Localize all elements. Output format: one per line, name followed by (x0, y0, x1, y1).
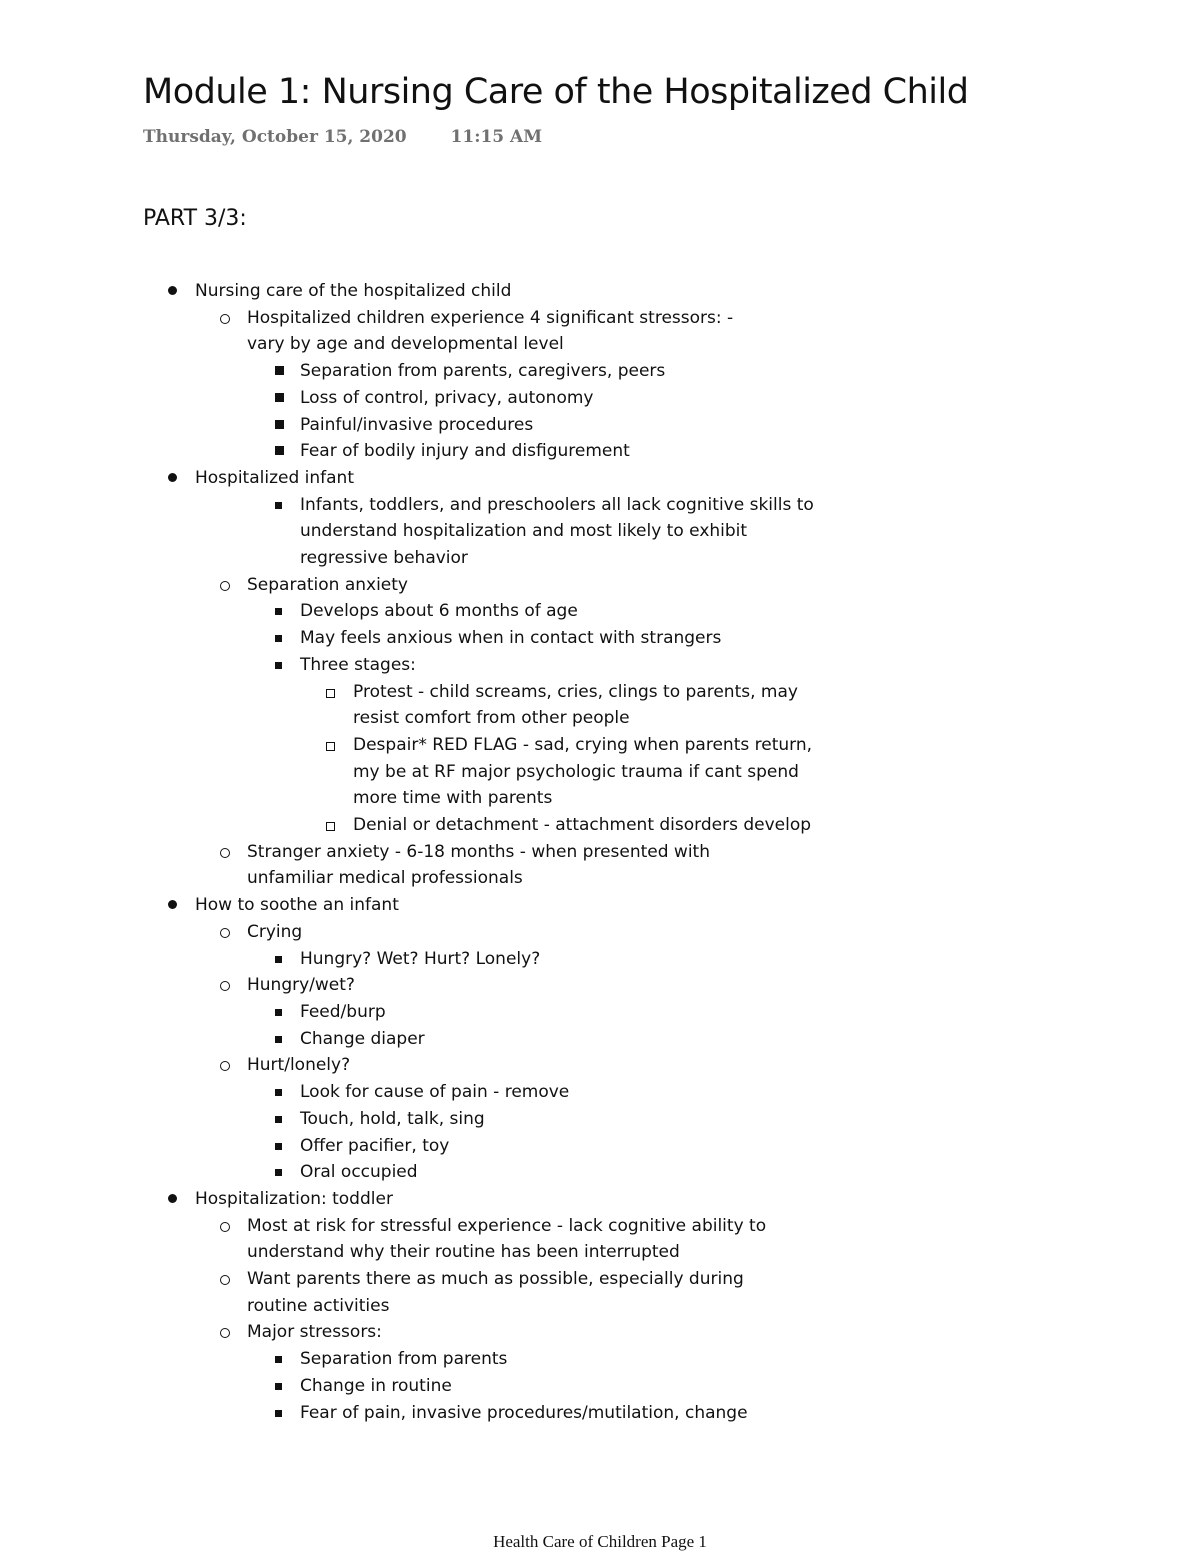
hollow-square-bullet-icon (326, 822, 335, 831)
outline-item-level-1 (0, 1186, 1200, 1213)
outline-item-text: Painful/invasive procedures (300, 414, 534, 435)
outline-item-text: Feed/burp (300, 1001, 386, 1022)
outline-item-level-3 (0, 492, 1200, 572)
outline-item-text: Hurt/lonely? (247, 1055, 351, 1076)
outline-item-level-2 (0, 972, 1200, 999)
square-bullet-icon (275, 446, 284, 455)
hollow-circle-bullet-icon (220, 1061, 230, 1071)
hollow-circle-bullet-icon (220, 848, 230, 858)
outline-item-text: Three stages: (300, 654, 416, 675)
page-title: Module 1: Nursing Care of the Hospitalized Child (143, 72, 969, 112)
square-bullet-icon (275, 635, 282, 642)
outline-item-text: Stranger anxiety - 6-18 months - when presented with unfamiliar medical professionals (247, 841, 711, 889)
outline-item-level-2 (0, 839, 1200, 892)
square-bullet-icon (275, 366, 284, 375)
outline-item-level-3 (0, 358, 1200, 385)
page-time: 11:15 AM (450, 127, 543, 147)
outline-item-text: Hospitalization: toddler (195, 1188, 393, 1209)
outline-item-level-3 (0, 438, 1200, 465)
outline-item-level-2 (0, 572, 1200, 599)
outline-item-level-3 (0, 652, 1200, 679)
outline-item-text: Infants, toddlers, and preschoolers all lack cognitive skills to understand hospitalization and most likely to exhibit regressive behavior (300, 494, 814, 569)
hollow-square-bullet-icon (326, 742, 335, 751)
outline-item-level-2 (0, 919, 1200, 946)
square-bullet-icon (275, 1089, 282, 1096)
outline-item-text: Despair* RED FLAG - sad, crying when parents return, my be at RF major psychologic trauma if cant spend more time with parents (353, 734, 813, 809)
outline-item-text: Loss of control, privacy, autonomy (300, 387, 594, 408)
hollow-circle-bullet-icon (220, 1328, 230, 1338)
outline-item-level-3 (0, 385, 1200, 412)
outline-item-level-3 (0, 625, 1200, 652)
outline-item-level-1 (0, 465, 1200, 492)
outline-item-text: Separation from parents, caregivers, peers (300, 361, 666, 382)
outline-item-text: Fear of bodily injury and disfigurement (300, 441, 630, 462)
square-bullet-icon (275, 393, 284, 402)
outline-item-level-3 (0, 1026, 1200, 1053)
outline-item-text: Touch, hold, talk, sing (300, 1108, 485, 1129)
outline-item-level-3 (0, 946, 1200, 973)
outline-item-level-2 (0, 1266, 1200, 1319)
outline-item-level-2 (0, 305, 1200, 358)
outline-item-text: Hungry? Wet? Hurt? Lonely? (300, 948, 541, 969)
outline-item-level-3 (0, 598, 1200, 625)
square-bullet-icon (275, 1116, 282, 1123)
page-timestamp (143, 127, 542, 147)
outline-item-text: Change in routine (300, 1375, 452, 1396)
hollow-circle-bullet-icon (220, 981, 230, 991)
square-bullet-icon (275, 420, 284, 429)
outline-item-level-4 (0, 732, 1200, 812)
outline-item-text: Hungry/wet? (247, 975, 355, 996)
outline-item-text: Separation from parents (300, 1349, 508, 1370)
outline-item-level-3 (0, 1346, 1200, 1373)
outline-item-text: Nursing care of the hospitalized child (195, 281, 512, 301)
outline-item-level-3 (0, 1133, 1200, 1160)
outline-item-text: May feels anxious when in contact with strangers (300, 628, 722, 649)
outline-item-level-3 (0, 999, 1200, 1026)
outline-item-level-2 (0, 1213, 1200, 1266)
outline-item-text: How to soothe an infant (195, 895, 399, 916)
outline-item-text: Crying (247, 921, 303, 942)
outline-item-level-3 (0, 1079, 1200, 1106)
hollow-circle-bullet-icon (220, 1222, 230, 1232)
hollow-circle-bullet-icon (220, 581, 230, 591)
outline-item-text: Offer pacifier, toy (300, 1135, 450, 1156)
outline-item-text: Fear of pain, invasive procedures/mutilation, change (300, 1402, 748, 1423)
footer-page-number: Page 1 (661, 1532, 707, 1551)
hollow-square-bullet-icon (326, 689, 335, 698)
outline-item-level-3 (0, 1106, 1200, 1133)
square-bullet-icon (275, 956, 282, 963)
outline-item-text: Hospitalized children experience 4 significant stressors: - vary by age and developmental level (247, 307, 734, 355)
filled-circle-bullet-icon (168, 1194, 177, 1203)
outline-item-text: Hospitalized infant (195, 467, 355, 488)
outline-item-text: Oral occupied (300, 1162, 418, 1183)
hollow-circle-bullet-icon (220, 314, 230, 324)
outline-list (0, 278, 1200, 1426)
outline-item-text: Protest - child screams, cries, clings to parents, may resist comfort from other people (353, 681, 798, 729)
square-bullet-icon (275, 1410, 282, 1417)
filled-circle-bullet-icon (168, 286, 177, 295)
outline-item-text: Change diaper (300, 1028, 425, 1049)
outline-item-level-1 (0, 278, 1200, 305)
square-bullet-icon (275, 1356, 282, 1363)
outline-item-text: Develops about 6 months of age (300, 601, 578, 622)
outline-item-level-3 (0, 412, 1200, 439)
outline-item-level-3 (0, 1373, 1200, 1400)
footer-notebook-name: Health Care of Children (493, 1532, 657, 1551)
square-bullet-icon (275, 608, 282, 615)
filled-circle-bullet-icon (168, 473, 177, 482)
outline-item-text: Look for cause of pain - remove (300, 1082, 570, 1103)
outline-item-text: Most at risk for stressful experience - lack cognitive ability to understand why their routine has been interrupted (247, 1215, 767, 1263)
outline-item-level-2 (0, 1052, 1200, 1079)
square-bullet-icon (275, 1383, 282, 1390)
page-date: Thursday, October 15, 2020 (143, 127, 407, 147)
outline-item-level-4 (0, 679, 1200, 732)
outline-item-text: Want parents there as much as possible, especially during routine activities (247, 1269, 744, 1316)
hollow-circle-bullet-icon (220, 928, 230, 938)
filled-circle-bullet-icon (168, 900, 177, 909)
outline-item-level-3 (0, 1159, 1200, 1186)
outline-item-level-1 (0, 892, 1200, 919)
outline-item-level-3 (0, 1400, 1200, 1427)
outline-item-level-4 (0, 812, 1200, 839)
page-footer (0, 1532, 1200, 1552)
outline-item-level-2 (0, 1319, 1200, 1346)
square-bullet-icon (275, 1169, 282, 1176)
square-bullet-icon (275, 1143, 282, 1150)
section-heading: PART 3/3: (143, 206, 247, 231)
outline-item-text: Major stressors: (247, 1322, 382, 1343)
square-bullet-icon (275, 1009, 282, 1016)
hollow-circle-bullet-icon (220, 1275, 230, 1285)
outline-item-text: Denial or detachment - attachment disorders develop (353, 815, 812, 836)
outline-item-text: Separation anxiety (247, 574, 408, 595)
square-bullet-icon (275, 662, 282, 669)
square-bullet-icon (275, 502, 282, 509)
square-bullet-icon (275, 1036, 282, 1043)
